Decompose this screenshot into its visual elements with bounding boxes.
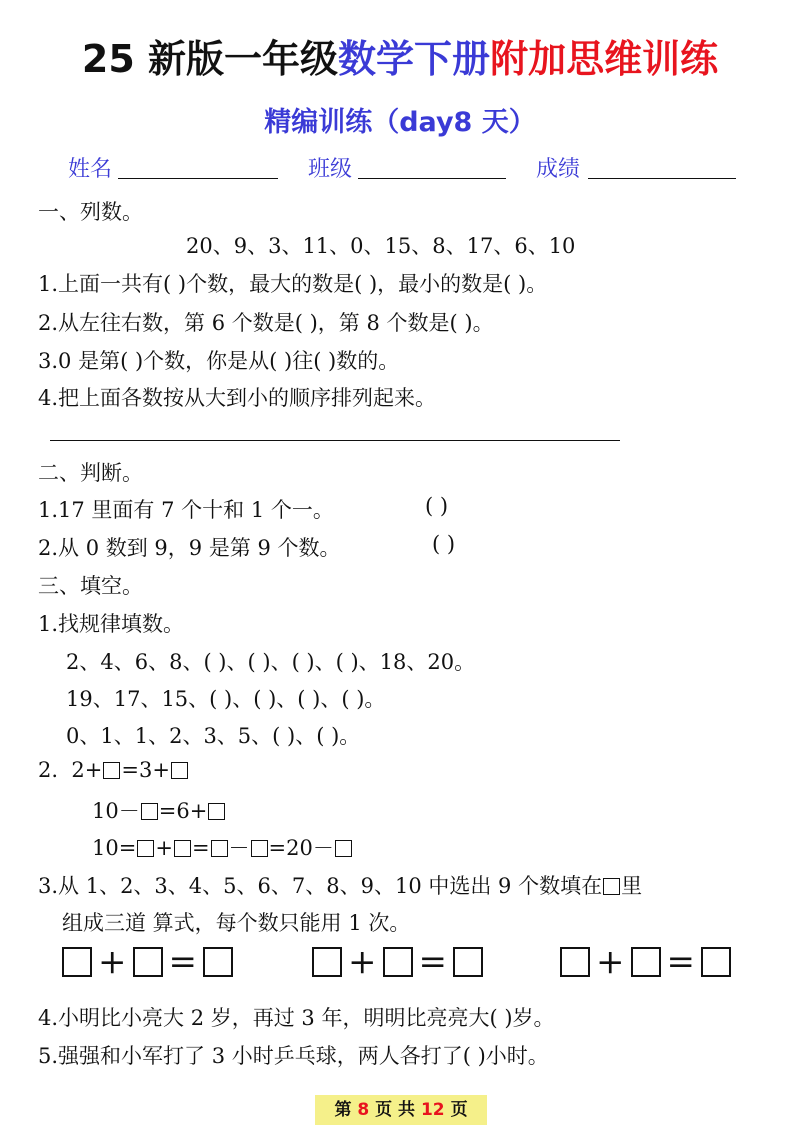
blank-box[interactable] [335,840,352,857]
judge-answer-1[interactable]: ( ) [425,494,449,518]
name-field-line[interactable] [118,178,278,179]
equation-row-3 [92,832,353,862]
big-blank-box[interactable] [453,947,483,977]
question-3-3-line-1 [38,870,642,900]
eq3-part-e: =20－ [268,836,334,860]
footer-mid: 页 共 [375,1100,416,1120]
eq1-part-a: 2+ [71,758,103,782]
score-label: 成绩 [536,157,581,182]
eq3-part-c: = [191,836,210,860]
blank-box[interactable] [211,840,228,857]
question-3-4: 4.小明比小亮大 2 岁，再过 3 年，明明比亮亮大( )岁。 [38,1006,555,1030]
eq2-part-a: 10－ [92,799,140,823]
equation-row-1 [38,758,189,782]
section1-heading: 一、列数。 [38,200,143,224]
title-part-red: 附加思维训练 [490,37,719,81]
big-blank-box[interactable] [62,947,92,977]
q3-text-a: 3.从 1、2、3、4、5、6、7、8、9、10 中选出 9 个数填在 [38,874,603,898]
judge-question-2: 2.从 0 数到 9，9 是第 9 个数。 [38,536,341,560]
plus-sign: + [98,942,127,982]
sequence-2: 19、17、15、( )、( )、( )、( )。 [66,687,386,711]
big-blank-box[interactable] [203,947,233,977]
judge-answer-2[interactable]: ( ) [432,532,456,556]
box-equation-2 [312,942,483,982]
page-subtitle: 精编训练（day8 天） [264,107,536,138]
blank-box[interactable] [208,803,225,820]
question-1-3: 3.0 是第( )个数，你是从( )往( )数的。 [38,349,400,373]
blank-box[interactable] [137,840,154,857]
eq2-part-b: =6+ [158,799,208,823]
eq3-part-b: + [155,836,173,860]
blank-box[interactable] [251,840,268,857]
blank-box[interactable] [141,803,158,820]
plus-sign: + [348,942,377,982]
number-list: 20、9、3、11、0、15、8、17、6、10 [186,234,576,258]
big-blank-box[interactable] [383,947,413,977]
box-symbol [603,878,620,895]
question-3-3-line-2: 组成三道 算式，每个数只能用 1 次。 [62,911,411,935]
total-page-number: 12 [420,1100,445,1120]
plus-sign: + [596,942,625,982]
question-3-5: 5.强强和小军打了 3 小时乒乓球，两人各打了( )小时。 [38,1044,549,1068]
name-label: 姓名 [68,157,113,182]
big-blank-box[interactable] [631,947,661,977]
box-equation-1 [62,942,233,982]
blank-box[interactable] [174,840,191,857]
equation-row-2 [92,795,226,825]
sequence-1: 2、4、6、8、( )、( )、( )、( )、18、20。 [66,650,476,674]
title-part-blue: 数学下册 [338,37,491,81]
question-3-2-label: 2. [38,758,59,782]
eq3-part-a: 10= [92,836,137,860]
title-part-black: 25 新版一年级 [81,37,339,81]
question-1-2: 2.从左往右数，第 6 个数是( )，第 8 个数是( )。 [38,311,494,335]
equals-sign: = [168,942,197,982]
equals-sign: = [666,942,695,982]
judge-question-1: 1.17 里面有 7 个十和 1 个一。 [38,498,334,522]
blank-box[interactable] [171,762,188,779]
blank-box[interactable] [103,762,120,779]
big-blank-box[interactable] [312,947,342,977]
score-field-line[interactable] [588,178,736,179]
class-field-line[interactable] [358,178,506,179]
page-footer [315,1095,487,1125]
footer-post: 页 [450,1100,468,1120]
sequence-3: 0、1、1、2、3、5、( )、( )。 [66,724,361,748]
equals-sign: = [418,942,447,982]
section3-heading: 三、填空。 [38,574,143,598]
section2-heading: 二、判断。 [38,461,143,485]
box-equation-3 [560,942,731,982]
eq3-part-d: － [228,836,250,860]
q3-text-b: 里 [621,874,643,898]
current-page-number: 8 [357,1100,370,1120]
footer-pre: 第 [334,1100,352,1120]
big-blank-box[interactable] [560,947,590,977]
question-1-4: 4.把上面各数按从大到小的顺序排列起来。 [38,386,437,410]
question-1-1: 1.上面一共有( )个数，最大的数是( )，最小的数是( )。 [38,272,548,296]
big-blank-box[interactable] [701,947,731,977]
class-label: 班级 [308,157,353,182]
answer-line[interactable] [50,440,620,441]
eq1-part-b: =3+ [121,758,170,782]
page-title [0,28,800,83]
big-blank-box[interactable] [133,947,163,977]
question-3-1: 1.找规律填数。 [38,612,185,636]
